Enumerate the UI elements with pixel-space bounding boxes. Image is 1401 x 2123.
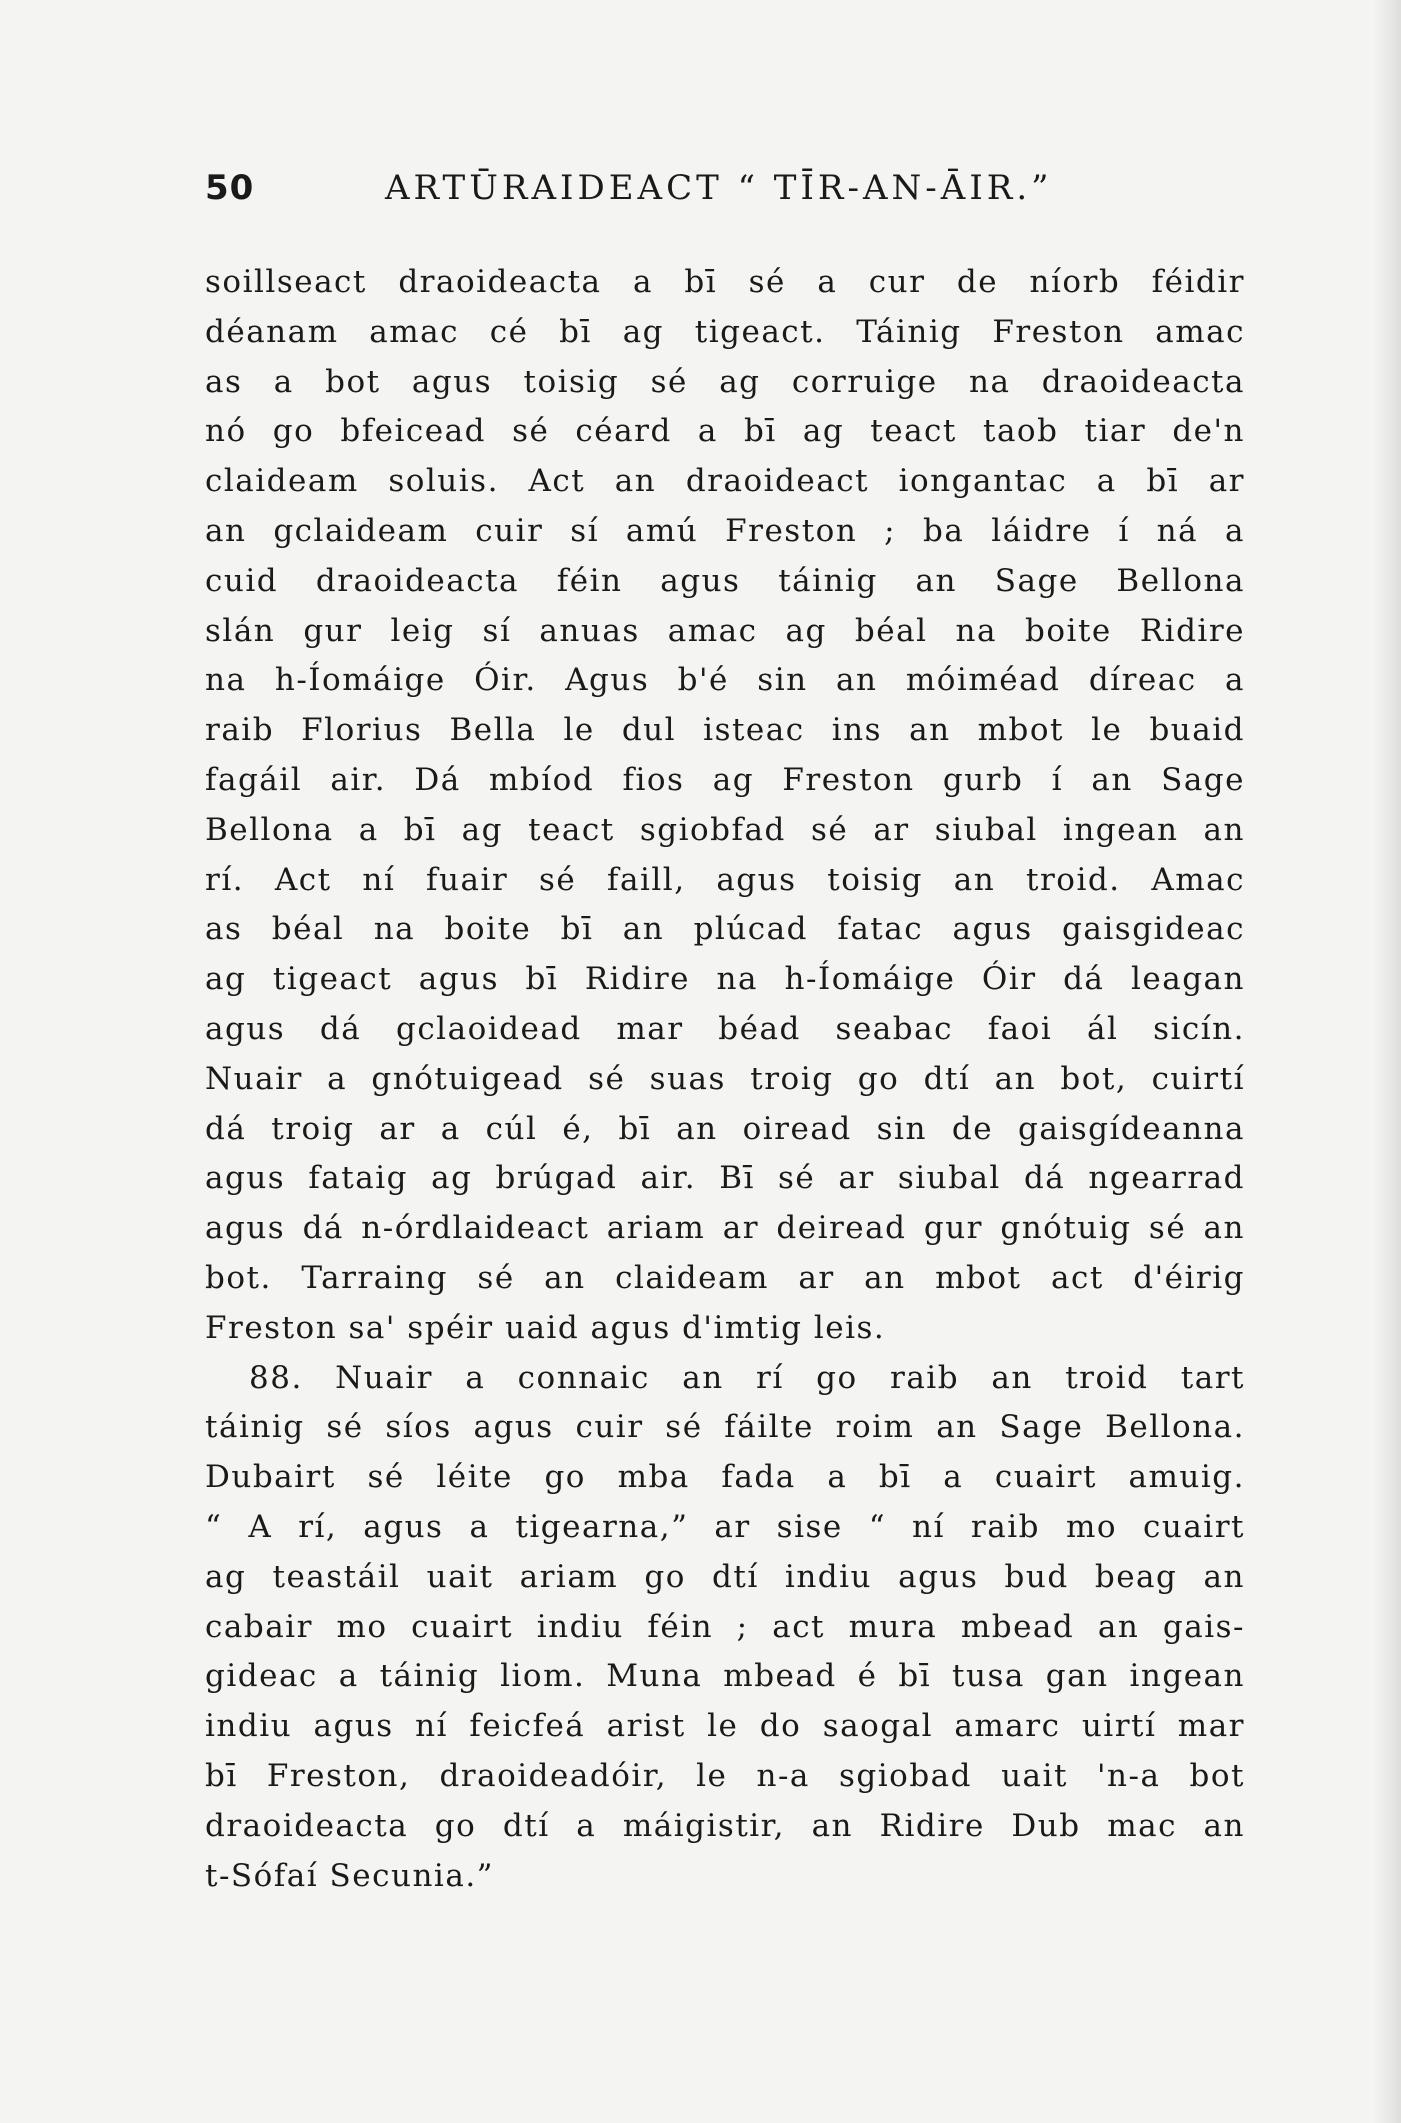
text-line: ag teastáil uait ariam go dtí indiu agus bud beag an	[205, 1558, 1245, 1595]
text-line: as béal na boite bī an plúcad fatac agus gaisgideac	[205, 911, 1245, 948]
text-line: indiu agus ní feicfeá arist le do saogal amarc uirtí mar	[205, 1708, 1245, 1745]
text-line: táinig sé síos agus cuir sé fáilte roim an Sage Bellona.	[205, 1409, 1245, 1446]
text-line: claideam soluis. Act an draoideact iongantac a bī ar	[205, 463, 1245, 500]
text-line: soillseact draoideacta a bī sé a cur de níorb féidir	[205, 264, 1245, 300]
text-line: agus dá gclaoidead mar béad seabac faoi ál sicín.	[205, 1010, 1245, 1047]
text-line: an gclaideam cuir sí amú Freston ; ba láidre í ná a	[205, 512, 1245, 549]
text-line: agus dá n-órdlaideact ariam ar deiread gur gnótuig sé an	[205, 1210, 1245, 1247]
text-line: as a bot agus toisig sé ag corruige na draoideacta	[205, 363, 1245, 400]
text-line: bī Freston, draoideadóir, le n-a sgiobad uait 'n-a bot	[205, 1757, 1245, 1794]
text-line: bot. Tarraing sé an claideam ar an mbot act d'éirig	[205, 1259, 1245, 1296]
text-line: slán gur leig sí anuas amac ag béal na boite Ridire	[205, 612, 1245, 649]
text-line: na h-Íomáige Óir. Agus b'é sin an móiméad díreac a	[205, 662, 1245, 699]
text-line: dá troig ar a cúl é, bī an oiread sin de gaisgídeanna	[205, 1110, 1245, 1147]
body-text	[205, 258, 1245, 1901]
text-line: 88. Nuair a connaic an rí go raib an troid tart	[249, 1359, 1245, 1396]
text-line: draoideacta go dtí a máigistir, an Ridire Dub mac an	[205, 1807, 1245, 1844]
text-line: Dubairt sé léite go mba fada a bī a cuairt amuig.	[205, 1459, 1245, 1496]
text-line: t-Sófaí Secunia.”	[205, 1857, 495, 1894]
text-line: Bellona a bī ag teact sgiobfad sé ar siubal ingean an	[205, 811, 1245, 848]
text-line: rí. Act ní fuair sé faill, agus toisig an troid. Amac	[205, 861, 1245, 898]
text-line: cuid draoideacta féin agus táinig an Sage Bellona	[205, 562, 1245, 599]
text-line: “ A rí, agus a tigearna,” ar sise “ ní raib mo cuairt	[205, 1508, 1245, 1545]
text-line: Freston sa' spéir uaid agus d'imtig leis.	[205, 1309, 886, 1346]
page-edge-shadow	[1373, 0, 1401, 2123]
text-line: cabair mo cuairt indiu féin ; act mura mbead an gais-	[205, 1608, 1245, 1645]
text-line: ag tigeact agus bī Ridire na h-Íomáige Óir dá leagan	[205, 961, 1245, 998]
text-line: Nuair a gnótuigead sé suas troig go dtí an bot, cuirtí	[205, 1060, 1245, 1097]
text-line: déanam amac cé bī ag tigeact. Táinig Freston amac	[205, 313, 1245, 350]
page-number: 50	[205, 168, 255, 208]
page-header	[205, 168, 1105, 218]
running-title: ARTŪRAIDEACT “ TĪR-AN-ĀIR.”	[385, 168, 1053, 208]
text-line: gideac a táinig liom. Muna mbead é bī tusa gan ingean	[205, 1658, 1245, 1695]
text-line: fagáil air. Dá mbíod fios ag Freston gurb í an Sage	[205, 761, 1245, 798]
text-line: nó go bfeicead sé céard a bī ag teact taob tiar de'n	[205, 413, 1245, 450]
text-line: agus fataig ag brúgad air. Bī sé ar siubal dá ngearrad	[205, 1160, 1245, 1197]
text-line: raib Florius Bella le dul isteac ins an mbot le buaid	[205, 712, 1245, 749]
